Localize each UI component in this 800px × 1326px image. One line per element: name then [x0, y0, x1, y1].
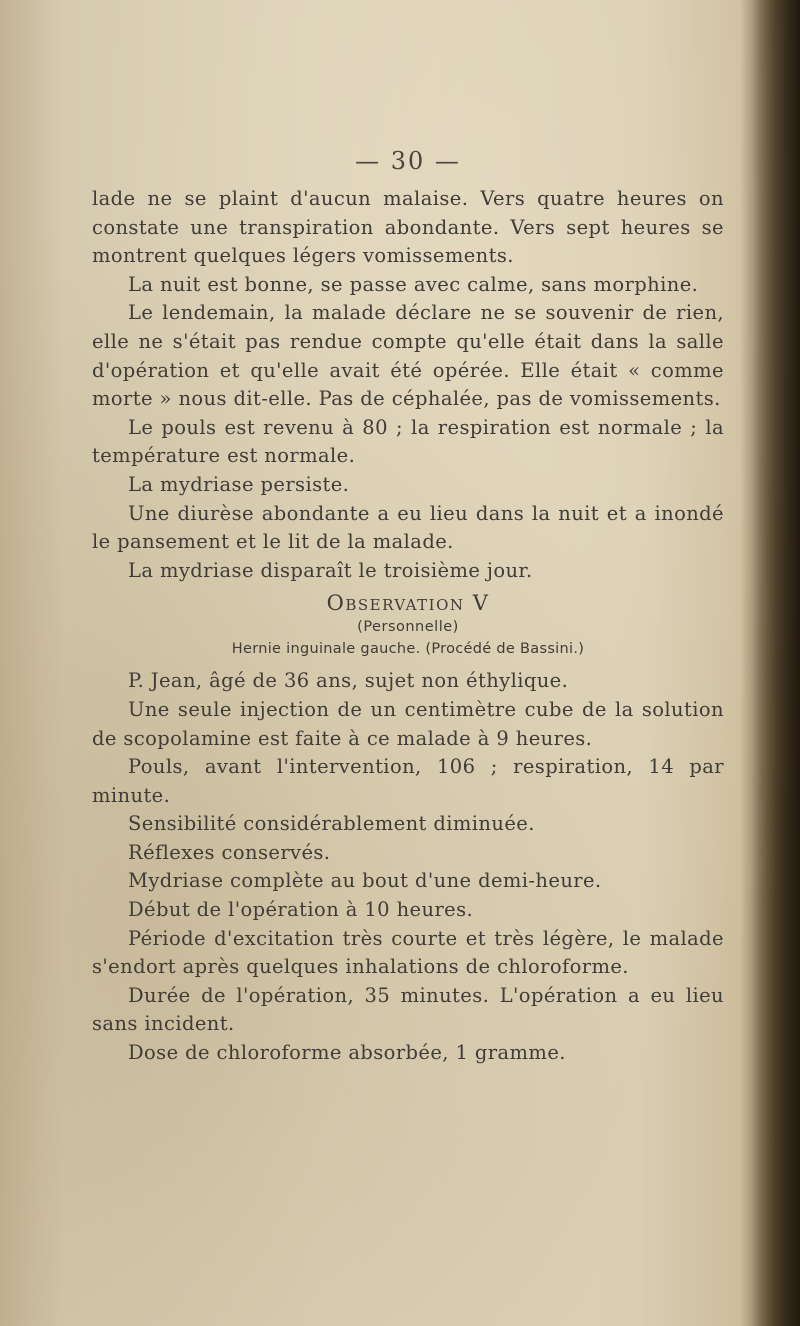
paragraph: Période d'excitation très courte et très légère, le malade s'endort après quelques inhalations de chloroforme.	[92, 926, 724, 979]
paragraph: Pouls, avant l'intervention, 106 ; respiration, 14 par minute.	[92, 755, 724, 807]
page-number: — 30 —	[355, 147, 461, 175]
paragraph: lade ne se plaint d'aucun malaise. Vers quatre heures on constate une transpiration abondante. Vers sept heures se montrent quelques légers vomissements.	[92, 187, 724, 268]
observation-subtitle: (Personnelle)	[357, 619, 459, 636]
paragraph: Une diurèse abondante a eu lieu dans la nuit et a inondé le pansement et le lit de la malade.	[92, 501, 724, 554]
paragraph: Dose de chloroforme absorbée, 1 gramme.	[128, 1041, 566, 1065]
paragraph: Durée de l'opération, 35 minutes. L'opération a eu lieu sans incident.	[92, 983, 724, 1036]
paragraph: Mydriase complète au bout d'une demi-heure.	[128, 869, 602, 893]
paragraph: Début de l'opération à 10 heures.	[128, 898, 474, 922]
observation-title: Observation V	[326, 591, 490, 616]
paragraph: Le lendemain, la malade déclare ne se souvenir de rien, elle ne s'était pas rendue compte qu'elle était dans la salle d'opération et qu'elle avait été opérée. Elle était « comme morte » nous dit-elle. Pas de céphalée, pas de vomissements.	[92, 301, 724, 411]
paragraph: Le pouls est revenu à 80 ; la respiration est normale ; la température est normale.	[92, 415, 724, 468]
paragraph: Une seule injection de un centimètre cube de la solution de scopolamine est faite à ce malade à 9 heures.	[92, 697, 724, 750]
paragraph: Réflexes conservés.	[128, 840, 331, 864]
paragraph: Sensibilité considérablement diminuée.	[128, 812, 535, 836]
paragraph: La mydriase persiste.	[128, 472, 350, 496]
paragraph: La nuit est bonne, se passe avec calme, sans morphine.	[128, 272, 699, 296]
text-block	[92, 185, 724, 1068]
spine-shadow	[740, 0, 800, 1326]
paragraph: P. Jean, âgé de 36 ans, sujet non éthylique.	[128, 669, 569, 693]
observation-detail: Hernie inguinale gauche. (Procédé de Bassini.)	[231, 641, 585, 658]
paragraph: La mydriase disparaît le troisième jour.	[128, 558, 533, 582]
